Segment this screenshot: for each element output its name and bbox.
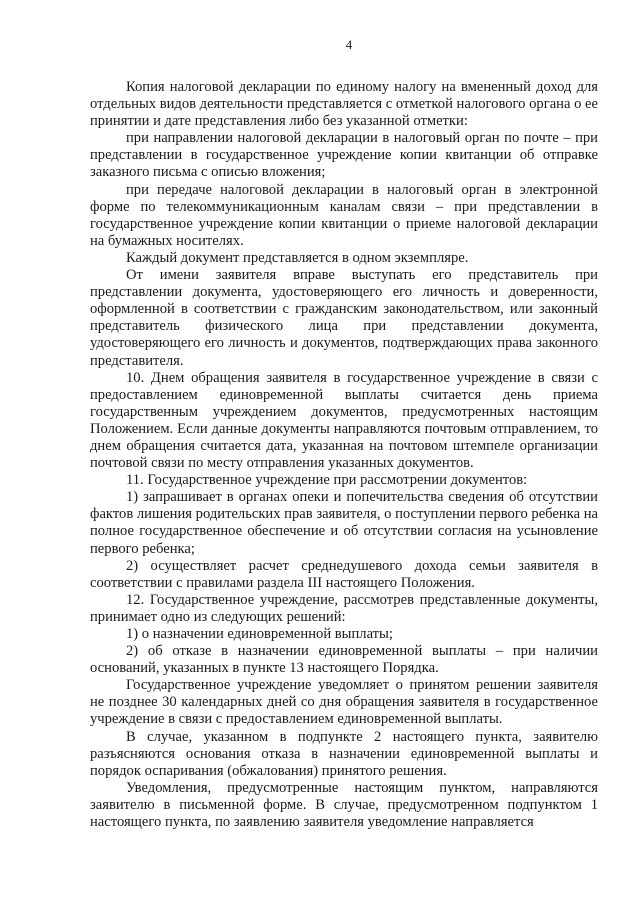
paragraph-written-notification: Уведомления, предусмотренные настоящим пунктом, направляются заявителю в письменной форме. В случае, предусмотренном подпунктом 1 настоящего пункта, по заявлению заявителя уведомление направляется — [90, 779, 598, 831]
paragraph-postal-submission: при направлении налоговой декларации в налоговый орган по почте – при представлении в государственное учреждение копии квитанции об отправке заказного письма с описью вложения; — [90, 130, 598, 181]
paragraph-item-12-1: 1) о назначении единовременной выплаты; — [126, 626, 393, 642]
paragraph-item-12-2: 2) об отказе в назначении единовременной выплаты – при наличии оснований, указанных в пункте 13 настоящего Порядка. — [90, 643, 598, 677]
paragraph-item-11-1: 1) запрашивает в органах опеки и попечительства сведения об отсутствии фактов лишения родительских прав заявителя, о поступлении первого ребенка на полное государственное обеспечение и об отсутствии согласия на усыновление первого ребенка; — [90, 489, 598, 557]
paragraph-item-10: 10. Днем обращения заявителя в государственное учреждение в связи с предоставлением единовременной выплаты считается день приема государственным учреждением документов, предусмотренных настоящим Положением. Если данные документы направляются почтовым отправлением, то днем обращения считается дата, указанная на почтовом штемпеле организации почтовой связи по месту отправления указанных документов. — [90, 369, 598, 472]
paragraph-declaration-copy: Копия налоговой декларации по единому налогу на вмененный доход для отдельных видов деятельности представляется с отметкой налогового органа о ее принятии и дате представления либо без указанной отметки: — [90, 79, 599, 130]
paragraph-notification-deadline: Государственное учреждение уведомляет о принятом решении заявителя не позднее 30 календарных дней со дня обращения заявителя в государственное учреждение в связи с предоставлением единовременной выплаты. — [90, 677, 598, 728]
paragraph-item-11-2: 2) осуществляет расчет среднедушевого дохода семьи заявителя в соответствии с правилами раздела III настоящего Положения. — [90, 557, 598, 591]
paragraph-representative: От имени заявителя вправе выступать его представитель при представлении документа, удостоверяющего его личность и доверенности, оформленной в соответствии с гражданским законодательством, или законный представитель физического лица при представлении документа, удостоверяющего его личность и документов, подтверждающих права законного представителя. — [90, 267, 598, 369]
page-number: 4 — [345, 37, 353, 52]
paragraph-item-11: 11. Государственное учреждение при рассмотрении документов: — [126, 472, 528, 489]
paragraph-electronic-submission: при передаче налоговой декларации в налоговый орган в электронной форме по телекоммуникационным каналам связи – при представлении в государственное учреждение копии квитанции о приеме налоговой декларации на бумажных носителях. — [90, 181, 598, 249]
paragraph-single-copy: Каждый документ представляется в одном экземпляре. — [126, 249, 469, 266]
paragraph-refusal-explanation: В случае, указанном в подпункте 2 настоящего пункта, заявителю разъясняются основания отказа в назначении единовременной выплаты и порядок оспаривания (обжалования) принятого решения. — [90, 728, 598, 779]
paragraph-item-12: 12. Государственное учреждение, рассмотрев представленные документы, принимает одно из следующих решений: — [90, 591, 598, 625]
